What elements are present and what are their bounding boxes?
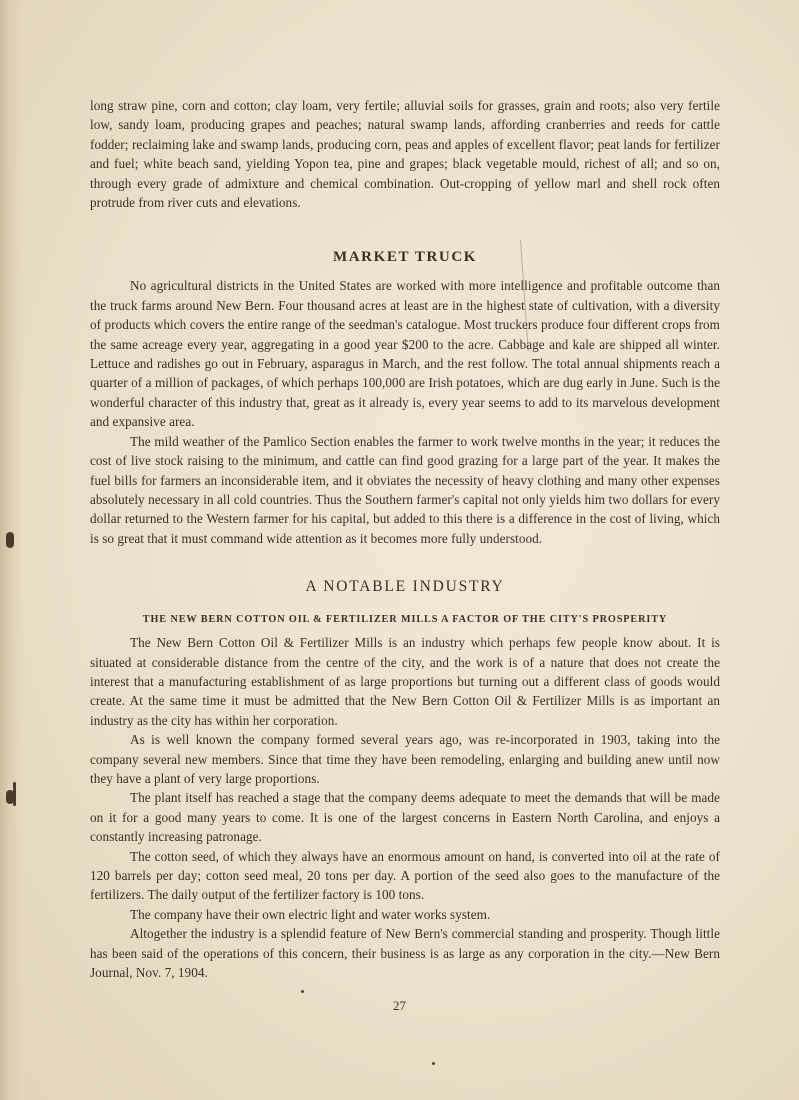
notable-industry-paragraph: The cotton seed, of which they always have an enormous amount on hand, is converted into oil at the rate of 120 barrels per day; cotton seed meal, 20 tons per day. A portion of the seed also goes to the manufacture of the fertilizers. The daily output of the fertilizer factory is 100 tons.: [90, 848, 720, 903]
notable-industry-subheading: THE NEW BERN COTTON OIL & FERTILIZER MILLS A FACTOR OF THE CITY'S PROSPERITY: [142, 614, 668, 626]
notable-industry-paragraph: The New Bern Cotton Oil & Fertilizer Mills is an industry which perhaps few people know about. It is situated at considerable distance from the centre of the city, and the work is of a nature that does not create the interest that a manufacturing establishment of as large proportions but turning out a different class of goods would create. At the same time it must be admitted that the New Bern Cotton Oil & Fertilizer Mills is as important an industry as the city has within her corporation.: [90, 635, 720, 728]
notable-industry-heading: A NOTABLE INDUSTRY: [305, 578, 505, 596]
market-truck-heading: MARKET TRUCK: [332, 249, 478, 266]
binding-stitch-mark: [6, 532, 14, 548]
paper-speck: [432, 1062, 435, 1065]
intro-paragraph: long straw pine, corn and cotton; clay loam, very fertile; alluvial soils for grasses, grain and roots; also very fertile low, sandy loam, producing grapes and peaches; natural swamp lands, affording cranberries and reeds for cattle fodder; reclaiming lake and swamp lands, producing corn, peas and apples of excellent flavor; peat lands for fertilizer and fuel; white beach sand, yielding Yopon tea, pine and grapes; black vegetable mould, richest of all; and so on, through every grade of admixture and chemical combination. Out-cropping of yellow marl and shell rock often protrude from river cuts and elevations.: [90, 98, 720, 211]
page-text-column: [90, 96, 720, 982]
notable-industry-paragraph: Altogether the industry is a splendid feature of New Bern's commercial standing and prosperity. Though little has been said of the operations of this concern, their business is as large as any corporation in the city.—New Bern Journal, Nov. 7, 1904.: [90, 926, 720, 981]
notable-industry-paragraph: The company have their own electric light and water works system.: [130, 906, 491, 922]
binding-edge: [0, 0, 22, 1100]
binding-stitch-mark: [13, 782, 16, 806]
paper-speck: [301, 990, 304, 993]
notable-industry-paragraph: The plant itself has reached a stage that the company deems adequate to meet the demands that will be made on it for a good many years to come. It is one of the largest concerns in Eastern North Carolina, and enjoys a constantly increasing patronage.: [90, 790, 720, 845]
market-truck-paragraph: The mild weather of the Pamlico Section enables the farmer to work twelve months in the year; it reduces the cost of live stock raising to the minimum, and cattle can find good grazing for a large part of the year. It makes the fuel bills for farmers an inconsiderable item, and it obviates the necessity of heavy clothing and many other expenses absolutely necessary in all cold countries. Thus the Southern farmer's capital not only yields him two dollars for every dollar returned to the Western farmer for his capital, but added to this there is a difference in the cost of living, which is so great that it must command wide attention as it becomes more fully understood.: [90, 433, 720, 546]
notable-industry-paragraph: As is well known the company formed several years ago, was re-incorporated in 1903, taking into the company several new members. Since that time they have been remodeling, enlarging and building anew until now they have a plant of very large proportions.: [90, 732, 720, 786]
page-number: 27: [393, 998, 406, 1013]
market-truck-paragraph: No agricultural districts in the United States are worked with more intelligence and profitable outcome than the truck farms around New Bern. Four thousand acres at least are in the highest state of cultivation, with a diversity of products which covers the entire range of the seedman's catalogue. Most truckers produce four different crops from the same acreage every year, aggregating in a good year $200 to the acre. Cabbage and kale are shipped all winter. Lettuce and radishes go out in February, asparagus in March, and the rest follow. The total annual shipments reach a quarter of a million of packages, of which perhaps 100,000 are Irish potatoes, which are dug early in June. Such is the wonderful character of this industry that, great as it already is, every year seems to add to its marvelous development and expansive area.: [90, 278, 720, 430]
